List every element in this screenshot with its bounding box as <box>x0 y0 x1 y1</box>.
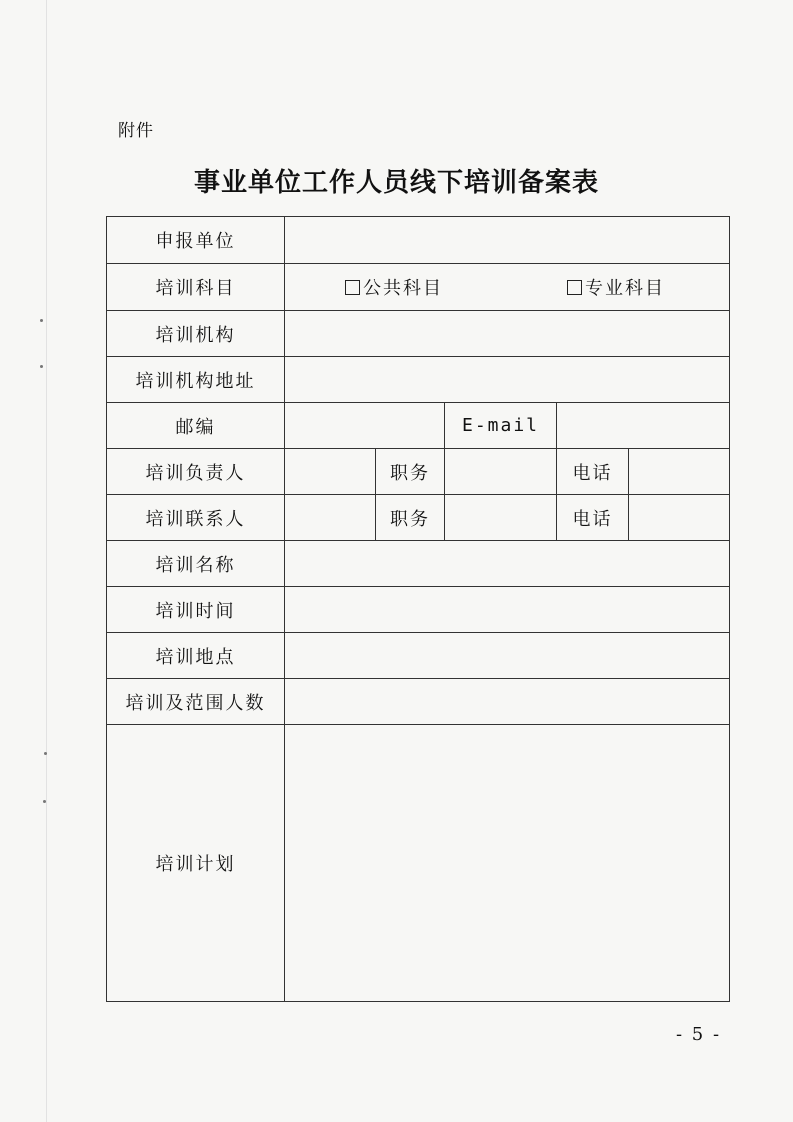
scan-speck <box>40 319 43 322</box>
row-reporting-unit <box>107 217 730 264</box>
institution-address-field[interactable] <box>285 357 730 403</box>
row-institution-address <box>107 357 730 403</box>
postcode-field[interactable] <box>285 403 445 449</box>
contact-person-name-field[interactable] <box>285 495 376 541</box>
public-subject-label: 公共科目 <box>363 278 443 299</box>
training-name-field[interactable] <box>285 541 730 587</box>
institution-field[interactable] <box>285 311 730 357</box>
scan-speck <box>40 365 43 368</box>
row-training-location <box>107 633 730 679</box>
person-in-charge-position-field[interactable] <box>445 449 557 495</box>
public-subject-checkbox[interactable] <box>345 280 360 295</box>
page-number: - 5 - <box>676 1024 722 1045</box>
person-in-charge-position-label: 职务 <box>376 449 445 495</box>
training-location-label: 培训地点 <box>107 633 285 679</box>
scope-and-count-field[interactable] <box>285 679 730 725</box>
contact-person-phone-field[interactable] <box>629 495 730 541</box>
scan-speck <box>44 752 47 755</box>
email-label: E-mail <box>445 403 557 449</box>
person-in-charge-phone-label: 电话 <box>557 449 629 495</box>
row-institution <box>107 311 730 357</box>
training-plan-field[interactable] <box>285 725 730 1002</box>
training-time-label: 培训时间 <box>107 587 285 633</box>
contact-person-phone-label: 电话 <box>557 495 629 541</box>
training-location-field[interactable] <box>285 633 730 679</box>
row-contact-person <box>107 495 730 541</box>
contact-person-label: 培训联系人 <box>107 495 285 541</box>
row-training-time <box>107 587 730 633</box>
row-scope-and-count <box>107 679 730 725</box>
institution-label: 培训机构 <box>107 311 285 357</box>
scan-speck <box>43 800 46 803</box>
attachment-label: 附件 <box>118 121 154 141</box>
subject-options <box>285 264 730 311</box>
form-title: 事业单位工作人员线下培训备案表 <box>193 168 599 198</box>
scope-and-count-label: 培训及范围人数 <box>107 679 285 725</box>
professional-subject-label: 专业科目 <box>585 278 665 299</box>
professional-subject-checkbox[interactable] <box>567 280 582 295</box>
row-training-name <box>107 541 730 587</box>
contact-person-position-label: 职务 <box>376 495 445 541</box>
contact-person-position-field[interactable] <box>445 495 557 541</box>
person-in-charge-label: 培训负责人 <box>107 449 285 495</box>
row-postcode-email <box>107 403 730 449</box>
subject-label: 培训科目 <box>107 264 285 311</box>
training-plan-label: 培训计划 <box>107 725 285 1002</box>
email-field[interactable] <box>557 403 730 449</box>
professional-subject-option[interactable] <box>567 274 665 300</box>
institution-address-label: 培训机构地址 <box>107 357 285 403</box>
row-person-in-charge <box>107 449 730 495</box>
postcode-label: 邮编 <box>107 403 285 449</box>
row-subject <box>107 264 730 311</box>
filing-form-table <box>106 216 730 1002</box>
person-in-charge-phone-field[interactable] <box>629 449 730 495</box>
reporting-unit-label: 申报单位 <box>107 217 285 264</box>
public-subject-option[interactable] <box>345 274 443 300</box>
training-name-label: 培训名称 <box>107 541 285 587</box>
training-time-field[interactable] <box>285 587 730 633</box>
row-training-plan <box>107 725 730 1002</box>
person-in-charge-name-field[interactable] <box>285 449 376 495</box>
reporting-unit-field[interactable] <box>285 217 730 264</box>
